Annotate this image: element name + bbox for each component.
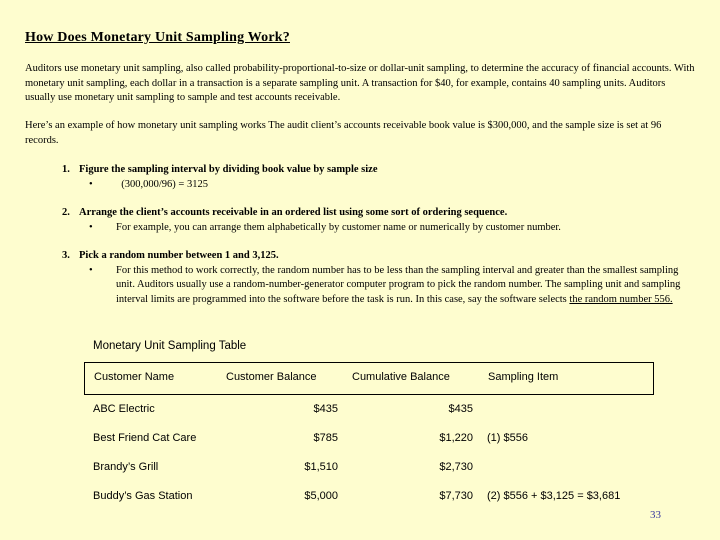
row-3-balance: $1,510 bbox=[304, 461, 338, 473]
bullet-icon: • bbox=[89, 264, 93, 276]
row-4-cumulative: $7,730 bbox=[439, 490, 473, 502]
step-2 bbox=[62, 206, 682, 235]
row-2-balance: $785 bbox=[313, 432, 338, 444]
intro-paragraph: Auditors use monetary unit sampling, also called probability-proportional-to-size or dollar-unit sampling, to determine the accuracy of financial accounts. With monetary unit sampling, each dollar in a transaction is a separate sampling unit. A transaction for $40, for example, contains 40 sampling units. Auditors usually use monetary unit sampling to sample and test accounts receivable. bbox=[25, 63, 695, 103]
sampling-table bbox=[84, 362, 654, 512]
row-3-name: Brandy’s Grill bbox=[93, 461, 159, 473]
row-2-sampling: (1) $556 bbox=[487, 432, 528, 444]
page-title: How Does Monetary Unit Sampling Work? bbox=[25, 30, 290, 45]
row-2-name: Best Friend Cat Care bbox=[93, 432, 197, 444]
step-bullet-text: (300,000/96) = 3125 bbox=[116, 178, 208, 190]
table-title: Monetary Unit Sampling Table bbox=[93, 340, 247, 352]
random-number-text: the random number 556. bbox=[569, 293, 673, 305]
header-customer-balance: Customer Balance bbox=[226, 371, 317, 383]
row-1-name: ABC Electric bbox=[93, 403, 155, 415]
row-4-name: Buddy’s Gas Station bbox=[93, 490, 193, 502]
header-sampling-item: Sampling Item bbox=[488, 371, 559, 383]
step-heading: Arrange the client’s accounts receivable in an ordered list using some sort of ordering sequence. bbox=[79, 207, 508, 218]
header-customer-name: Customer Name bbox=[94, 371, 175, 383]
bullet-icon: • bbox=[89, 221, 93, 233]
step-bullet-text: For example, you can arrange them alphabetically by customer name or numerically by customer number. bbox=[116, 221, 561, 233]
step-3 bbox=[62, 249, 682, 307]
step-number: 2. bbox=[62, 207, 70, 218]
row-3-cumulative: $2,730 bbox=[439, 461, 473, 473]
step-number: 1. bbox=[62, 164, 70, 175]
step-heading: Figure the sampling interval by dividing book value by sample size bbox=[79, 164, 378, 175]
bullet-icon: • bbox=[89, 178, 93, 190]
row-4-balance: $5,000 bbox=[304, 490, 338, 502]
row-4-sampling: (2) $556 + $3,125 = $3,681 bbox=[487, 490, 621, 502]
row-1-balance: $435 bbox=[313, 403, 338, 415]
table-header-row bbox=[84, 362, 654, 395]
row-2-cumulative: $1,220 bbox=[439, 432, 473, 444]
header-cumulative-balance: Cumulative Balance bbox=[352, 371, 450, 383]
step-number: 3. bbox=[62, 250, 70, 261]
step-heading: Pick a random number between 1 and 3,125. bbox=[79, 250, 279, 261]
page-number: 33 bbox=[650, 509, 661, 521]
step-1 bbox=[62, 163, 682, 192]
step-bullet-text: For this method to work correctly, the random number has to be less than the sampling interval and greater than the smallest sampling unit. Auditors usually use a random-number-generator computer program to pick the random number. The sampling unit and sampling interval limits are programmed into the software before the task is run. In this case, say the software selects bbox=[116, 264, 681, 305]
row-1-cumulative: $435 bbox=[448, 403, 473, 415]
example-paragraph: Here’s an example of how monetary unit sampling works The audit client’s accounts receivable book value is $300,000, and the sample size is set at 96 records. bbox=[25, 120, 662, 146]
